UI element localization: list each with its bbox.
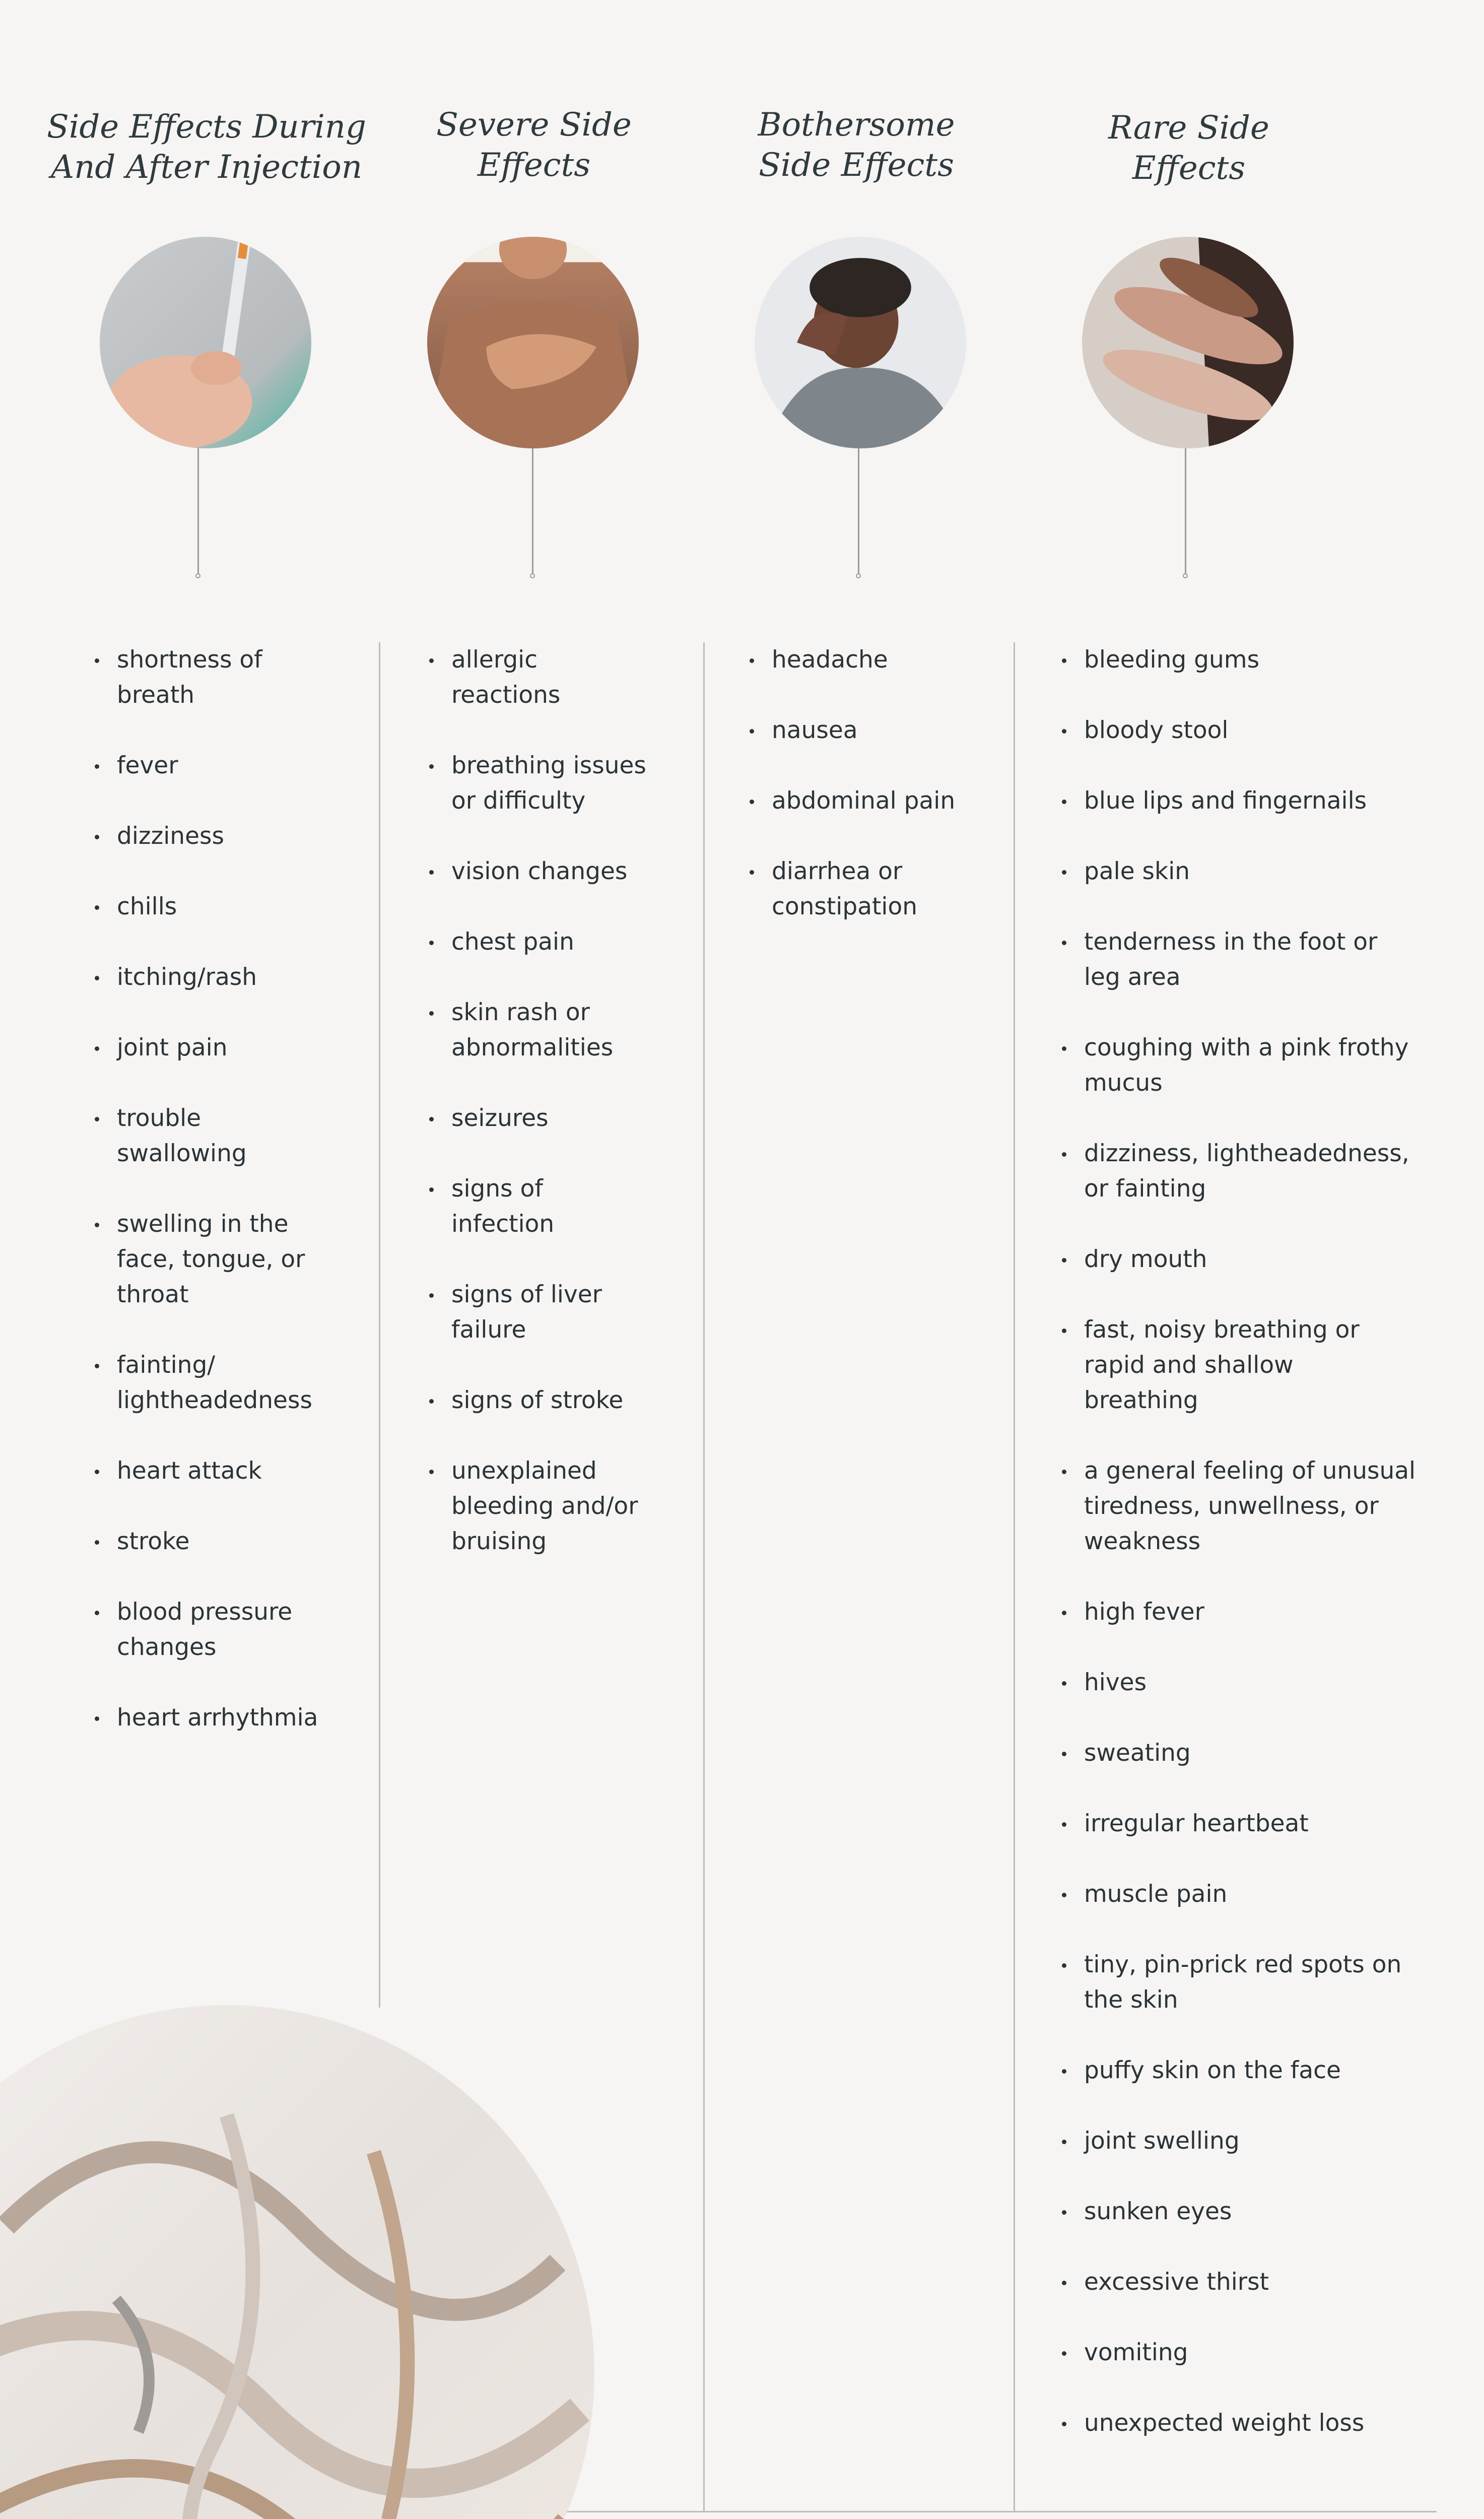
list-item: breathing issues or difficulty [429, 748, 696, 819]
list-item: trouble swallowing [95, 1101, 367, 1171]
photo-stem [532, 448, 533, 574]
list-item: muscle pain [1062, 1877, 1475, 1912]
list-item: unexpected weight loss [1062, 2406, 1475, 2441]
list-item: diarrhea or constipation [750, 854, 1006, 924]
photo-stem-dot [195, 573, 200, 578]
list-item: bloody stool [1062, 713, 1475, 748]
list-item: dizziness, lightheadedness, or fainting [1062, 1136, 1475, 1207]
list-item: nausea [750, 713, 1006, 748]
list-item: vomiting [1062, 2335, 1475, 2370]
heading-severe: Severe Side Effects [436, 106, 632, 184]
list-item: dry mouth [1062, 1242, 1475, 1277]
list-item: a general feeling of unusual tiredness, unwellness, or weakness [1062, 1453, 1475, 1559]
list-item: vision changes [429, 854, 696, 889]
list-item: heart attack [95, 1453, 367, 1489]
list-item: fainting/ lightheadedness [95, 1348, 367, 1418]
list-item: joint swelling [1062, 2124, 1475, 2159]
hand-on-chest-photo-icon [427, 237, 639, 448]
list-item: sunken eyes [1062, 2194, 1475, 2229]
list-severe [429, 642, 696, 1595]
heading-bothersome: Bothersome Side Effects [758, 106, 955, 184]
list-item: signs of stroke [429, 1383, 696, 1418]
headache-photo-icon [755, 237, 966, 448]
list-item: heart arrhythmia [95, 1700, 367, 1736]
photo-stem-dot [530, 573, 535, 578]
list-item: joint pain [95, 1030, 367, 1066]
list-item: chest pain [429, 924, 696, 960]
column-divider [379, 642, 380, 2008]
list-injection [95, 642, 367, 1771]
photo-stem [1185, 448, 1186, 574]
list-item: shortness of breath [95, 642, 367, 713]
syringe-photo-icon [100, 237, 311, 448]
list-item: allergic reactions [429, 642, 696, 713]
list-bothersome [750, 642, 1006, 960]
list-item: blue lips and fingernails [1062, 783, 1475, 819]
list-item: headache [750, 642, 1006, 678]
marble-texture-icon [0, 2005, 594, 2519]
list-item: chills [95, 889, 367, 924]
list-item: high fever [1062, 1595, 1475, 1630]
list-item: swelling in the face, tongue, or throat [95, 1207, 367, 1312]
list-item: tiny, pin-prick red spots on the skin [1062, 1947, 1475, 2018]
list-item: abdominal pain [750, 783, 1006, 819]
list-item: puffy skin on the face [1062, 2053, 1475, 2088]
photo-stem [197, 448, 199, 574]
heading-rare: Rare Side Effects [1108, 109, 1269, 187]
list-item: skin rash or abnormalities [429, 995, 696, 1066]
list-item: unexplained bleeding and/or bruising [429, 1453, 696, 1559]
photo-stem-dot [1183, 573, 1188, 578]
list-item: coughing with a pink frothy mucus [1062, 1030, 1475, 1101]
heading-injection: Side Effects During And After Injection [47, 108, 366, 186]
photo-stem-dot [856, 573, 861, 578]
list-item: fast, noisy breathing or rapid and shallow breathing [1062, 1312, 1475, 1418]
list-item: seizures [429, 1101, 696, 1136]
list-item: fever [95, 748, 367, 783]
list-item: sweating [1062, 1736, 1475, 1771]
column-divider [1014, 642, 1015, 2511]
photo-stem [858, 448, 859, 574]
list-item: blood pressure changes [95, 1595, 367, 1665]
feet-photo-icon [1082, 237, 1294, 448]
list-item: signs of liver failure [429, 1277, 696, 1348]
list-item: irregular heartbeat [1062, 1806, 1475, 1841]
list-item: tenderness in the foot or leg area [1062, 924, 1475, 995]
column-divider [703, 642, 705, 2511]
list-item: hives [1062, 1665, 1475, 1700]
list-rare [1062, 642, 1475, 2476]
list-item: excessive thirst [1062, 2265, 1475, 2300]
list-item: itching/rash [95, 960, 367, 995]
list-item: pale skin [1062, 854, 1475, 889]
list-item: stroke [95, 1524, 367, 1559]
list-item: bleeding gums [1062, 642, 1475, 678]
list-item: signs of infection [429, 1171, 696, 1242]
list-item: dizziness [95, 819, 367, 854]
